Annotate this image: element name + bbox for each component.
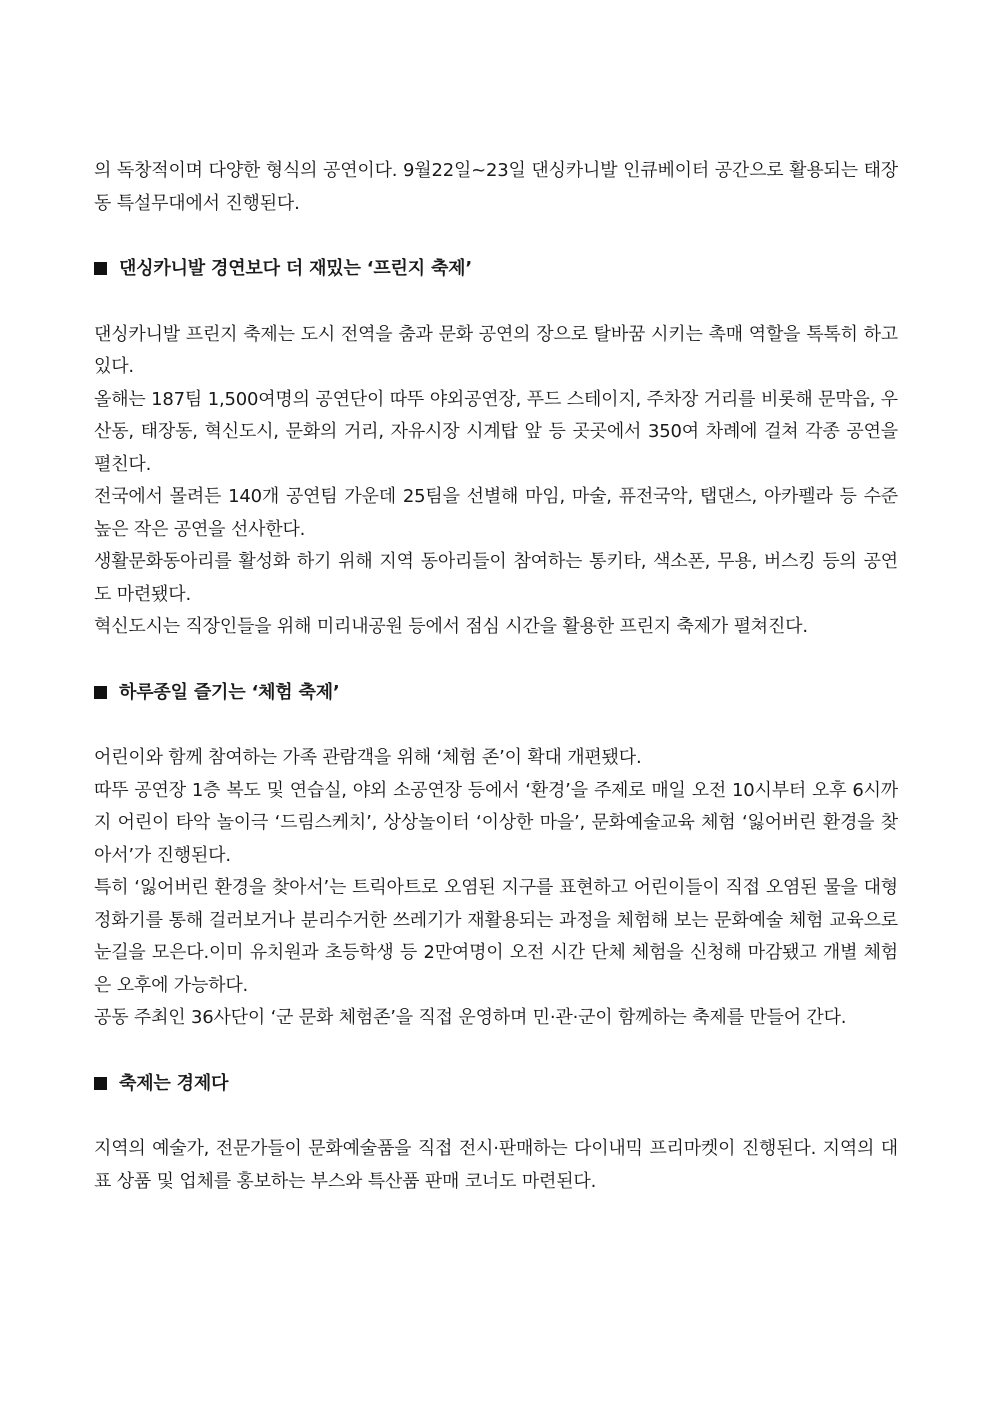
section-heading-text: 하루종일 즐기는 ‘체험 축제’ (119, 681, 340, 703)
section-body-experience (94, 742, 898, 1035)
paragraph: 의 독창적이며 다양한 형식의 공연이다. 9월22일~23일 댄싱카니발 인큐베이터 공간으로 활용되는 태장동 특설무대에서 진행된다. (94, 160, 898, 214)
square-bullet-icon (94, 1077, 107, 1090)
square-bullet-icon (94, 686, 107, 699)
section-heading-fringe (94, 253, 898, 286)
paragraph: 지역의 예술가, 전문가들이 문화예술품을 직접 전시·판매하는 다이내믹 프리마켓이 진행된다. 지역의 대표 상품 및 업체를 홍보하는 부스와 특산품 판매 코너도 마련된다. (94, 1138, 898, 1192)
paragraph: 특히 ‘잃어버린 환경을 찾아서’는 트릭아트로 오염된 지구를 표현하고 어린이들이 직접 오염된 물을 대형 정화기를 통해 걸러보거나 분리수거한 쓰레기가 재활용되는 과정을 체험해 보는 문화예술 체험 교육으로 눈길을 모은다.이미 유치원과 초등학생 등 2만여명이 오전 시간 단체 체험을 신청해 마감됐고 개별 체험은 오후에 가능하다. (94, 877, 898, 996)
paragraph: 생활문화동아리를 활성화 하기 위해 지역 동아리들이 참여하는 통키타, 색소폰, 무용, 버스킹 등의 공연도 마련됐다. (94, 551, 898, 605)
paragraph: 따뚜 공연장 1층 복도 및 연습실, 야외 소공연장 등에서 ‘환경’을 주제로 매일 오전 10시부터 오후 6시까지 어린이 타악 놀이극 ‘드림스케치’, 상상놀이터 ‘이상한 마을’, 문화예술교육 체험 ‘잃어버린 환경을 찾아서’가 진행된다. (94, 779, 898, 866)
paragraph: 전국에서 몰려든 140개 공연팀 가운데 25팀을 선별해 마임, 마술, 퓨전국악, 탭댄스, 아카펠라 등 수준 높은 작은 공연을 선사한다. (94, 486, 898, 540)
document-page (94, 155, 898, 1198)
section-heading-text: 축제는 경제다 (119, 1072, 229, 1094)
paragraph: 어린이와 함께 참여하는 가족 관람객을 위해 ‘체험 존’이 확대 개편됐다. (94, 747, 642, 768)
section-heading-text: 댄싱카니발 경연보다 더 재밌는 ‘프린지 축제’ (119, 258, 472, 279)
square-bullet-icon (94, 262, 107, 275)
intro-paragraphs (94, 155, 898, 220)
section-heading-economy (94, 1068, 898, 1101)
paragraph: 공동 주최인 36사단이 ‘군 문화 체험존’을 직접 운영하며 민·관·군이 함께하는 축제를 만들어 간다. (94, 1007, 847, 1028)
section-body-fringe (94, 319, 898, 644)
section-body-economy (94, 1133, 898, 1198)
paragraph: 댄싱카니발 프린지 축제는 도시 전역을 춤과 문화 공연의 장으로 탈바꿈 시키는 촉매 역할을 톡톡히 하고 있다. (94, 323, 898, 377)
section-heading-experience (94, 677, 898, 710)
paragraph: 올해는 187팀 1,500여명의 공연단이 따뚜 야외공연장, 푸드 스테이지, 주차장 거리를 비롯해 문막읍, 우산동, 태장동, 혁신도시, 문화의 거리, 자유시장 시계탑 앞 등 곳곳에서 350여 차례에 걸쳐 각종 공연을 펼친다. (94, 388, 898, 475)
paragraph: 혁신도시는 직장인들을 위해 미리내공원 등에서 점심 시간을 활용한 프린지 축제가 펼쳐진다. (94, 616, 808, 637)
